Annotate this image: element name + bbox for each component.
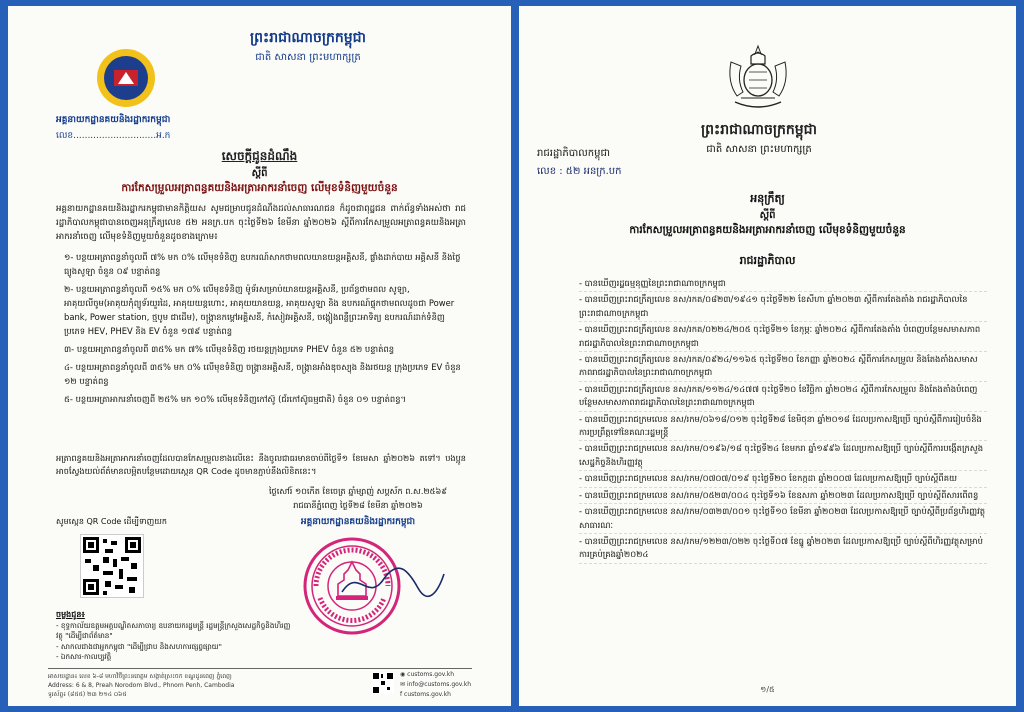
document-type: អនុក្រឹត្យ (750, 192, 785, 205)
legal-basis-item: - បានឃើញព្រះរាជក្រមលេខ នស/រកម/០១៩៦/១៨ ចុះថ្ងៃទី២៤ ខែមករា ឆ្នាំ១៩៩៦ ដែលប្រកាសឱ្យប្រើ ច្បាប់ស្ដីពីការបង្កើតក្រសួងសេដ្ឋកិច្ចនិងហិរញ្ញវត្ថុ (579, 441, 987, 471)
footer-phone: ទូរស័ព្ទ៖ (៨៥៥) ២៣ ២១៤ ០៦៥ (48, 691, 127, 698)
facebook-icon: f (400, 691, 405, 698)
issuer-heading: រាជរដ្ឋាភិបាល (739, 254, 796, 267)
document-subject: ការកែសម្រួលអត្រាពន្ធគយនិងអត្រាអាករនាំចេញ លើមុខទំនិញមួយចំនួន (121, 182, 398, 194)
government-name: រាជរដ្ឋាភិបាលកម្ពុជា (537, 148, 610, 159)
recipient-item: - ឯកសារ-កាលប្បវត្តិ (56, 652, 112, 661)
document-type: សេចក្ដីជូនដំណឹង (221, 149, 298, 163)
kingdom-title: ព្រះរាជាណាចក្រកម្ពុជា (700, 122, 817, 138)
signature (338, 562, 448, 602)
motto: ជាតិ សាសនា ព្រះមហាក្សត្រ (255, 52, 361, 63)
page-number: ១/៥ (760, 685, 775, 694)
footer-qr[interactable] (372, 672, 394, 694)
qr-code[interactable] (80, 534, 144, 598)
footer-contacts (48, 672, 348, 699)
motto: ជាតិ សាសនា ព្រះមហាក្សត្រ (706, 144, 812, 155)
footer-web[interactable]: ◉ customs.gov.kh (400, 671, 455, 678)
reference-number: លេខ.............................អ.ក (56, 131, 171, 141)
legal-basis-item: - បានឃើញព្រះរាជក្រមលេខ នស/រកម/០៦១៨/០១២ ចុះថ្ងៃទី២៨ ខែមិថុនា ឆ្នាំ២០១៨ ដែលប្រកាសឱ្យប្រើ ច្បាប់ស្ដីពីការរៀបចំនិងការប្រព្រឹត្តទៅនៃគណៈរដ្ឋមន្ត្រី (579, 412, 987, 442)
qr-caption: សូមស្កេន QR Code ដើម្បីទាញយក (56, 517, 167, 526)
tariff-item: ៤- បន្ថយអត្រាពន្ធនាំចូលពី ៣៥% មក ០% លើមុខទំនិញ ចង្ក្រានអគ្គិសនី, ចង្ក្រានអាំងឌុចស្យុង និងរថយន្ត ក្រុងប្រភេទ EV ចំនួន ១២ បន្ទាត់ពន្ធ (64, 362, 461, 386)
legal-basis-item: - បានឃើញព្រះរាជក្រមលេខ នស/រកម/០៧០៧/០១៩ ចុះថ្ងៃទី២០ ខែកក្កដា ឆ្នាំ២០០៧ ដែលប្រកាសឱ្យប្រើ ច្បាប់ស្ដីពីគយ (579, 471, 987, 487)
legal-basis-item: - បានឃើញព្រះរាជក្រឹត្យលេខ នស/រកត/០៩២៤/១១៦៥ ចុះថ្ងៃទី២០ ខែកញ្ញា ឆ្នាំ២០២៤ ស្ដីពីការកែសម្រួល និងតែងតាំងសមាសភាពរាជរដ្ឋាភិបាលនៃព្រះរាជាណាចក្រកម្ពុជា (579, 352, 987, 382)
legal-basis-item: - បានឃើញព្រះរាជក្រមលេខ នស/រកម/១២២៣/០២២ ចុះថ្ងៃទី០៧ ខែធ្នូ ឆ្នាំ២០២៣ ដែលប្រកាសឱ្យប្រើ ច្បាប់ស្ដីពីហិរញ្ញវត្ថុសម្រាប់ការគ្រប់គ្រងឆ្នាំ២០២៤ (579, 534, 987, 564)
footer-online (400, 670, 500, 700)
concerning-label: ស្ដីពី (251, 168, 268, 179)
footer-social[interactable]: f customs.gov.kh (400, 691, 451, 698)
legal-basis-item: - បានឃើញព្រះរាជក្រឹត្យលេខ នស/រកត/១១២៤/១៤៧៧ ចុះថ្ងៃទី២០ ខែវិច្ឆិកា ឆ្នាំ២០២៤ ស្ដីពីការកែសម្រួល និងតែងតាំងបំពេញបន្ថែមសមាសភាពរាជរដ្ឋាភិបាលនៃព្រះរាជាណាចក្រកម្ពុជា (579, 382, 987, 412)
tariff-item: ១- បន្ថយអត្រាពន្ធនាំចូលពី ៧% មក ០% លើមុខទំនិញ ឧបករណ៍សាកថាមពលយានយន្តអគ្គិសនី, ផ្លាំងដាក់បាយ អគ្គិសនី និងថ្លៃធ្យូងសូឡា ចំនួន ០៩ បន្ទាត់ពន្ធ (64, 252, 461, 276)
mail-icon: ✉ (400, 681, 407, 688)
signatory-title: អគ្គនាយកដ្ឋានគយនិងរដ្ឋាករកម្ពុជា (300, 517, 416, 527)
document-subject: ការកែសម្រួលអត្រាពន្ធគយនិងអត្រាអាករនាំចេញ លើមុខទំនិញមួយចំនួន (629, 224, 906, 236)
solar-date: រាជធានីភ្នំពេញ ថ្ងៃទី២៨ ខែមីនា ឆ្នាំ២០២៦ (293, 500, 423, 510)
footer-address-en: Address: 6 & 8, Preah Norodom Blvd., Phnom Penh, Cambodia (48, 682, 235, 689)
legal-basis-list (579, 276, 987, 564)
kingdom-title: ព្រះរាជាណាចក្រកម្ពុជា (249, 30, 366, 46)
globe-icon: ◉ (400, 671, 408, 678)
legal-basis-item: - បានឃើញរដ្ឋធម្មនុញ្ញនៃព្រះរាជាណាចក្រកម្ពុជា (579, 276, 987, 292)
footer-address-kh: អាសយដ្ឋាន៖ លេខ ៦-៨ មហាវិថីព្រះនរោត្តម សង្កាត់ស្រះចក ខណ្ឌដូនពេញ ភ្នំពេញ (48, 673, 232, 680)
legal-basis-item: - បានឃើញព្រះរាជក្រមលេខ នស/រកម/០៣២៣/០០១ ចុះថ្ងៃទី១០ ខែមីនា ឆ្នាំ២០២៣ ដែលប្រកាសឱ្យប្រើ ច្បាប់ស្ដីពីប្រព័ន្ធហិរញ្ញវត្ថុសាធារណៈ (579, 504, 987, 534)
legal-basis-item: - បានឃើញព្រះរាជក្រឹត្យលេខ នស/រកត/០២២៤/២០៥ ចុះថ្ងៃទី២១ ខែកុម្ភៈ ឆ្នាំ២០២៤ ស្ដីពីការតែងតាំង បំពេញបន្ថែមសមាសភាពរាជរដ្ឋាភិបាលនៃព្រះរាជាណាចក្រកម្ពុជា (579, 322, 987, 352)
recipient-item: - ខុទ្ទកាល័យឧត្តមអគ្គបណ្ឌិតសភាចារ្យ ឧបនាយករដ្ឋមន្ត្រី រដ្ឋមន្ត្រីក្រសួងសេដ្ឋកិច្ចនិងហិរញ្ញវត្ថុ "ដើម្បីជាព័ត៌មាន" (56, 620, 291, 640)
recipient-item: - សាកលជាងជាអ្នកកម្ពុជា "ដើម្បីជ្រាប និងសហការផ្សព្វផ្សាយ" (56, 641, 222, 651)
tariff-item: ៣- បន្ថយអត្រាពន្ធនាំចូលពី ៣៥% មក ៧% លើមុខទំនិញ រថយន្តក្រុងប្រភេទ PHEV ចំនួន ៥២ បន្ទាត់ពន្ធ (64, 344, 395, 354)
agency-name: អគ្គនាយកដ្ឋានគយនិងរដ្ឋាករកម្ពុជា (56, 115, 171, 125)
left-document-page (8, 6, 511, 706)
tariff-items-list (64, 250, 464, 406)
lunar-date: ថ្ងៃសៅរ៍ ១០កើត ខែចេត្រ ឆ្នាំម្សាញ់ សប្តស័ក ព.ស.២៥៦៩ (268, 486, 448, 496)
footer-divider (48, 668, 472, 669)
tariff-item: ៥- បន្ថយអត្រាអាករនាំចេញពី ២៥% មក ១០% លើមុខទំនិញកៅស៊ូ (ជ័រកៅស៊ូធម្មជាតិ) ចំនួន ០១ បន្ទាត់ពន្ធ។ (64, 394, 407, 404)
right-document-page (519, 6, 1016, 706)
legal-basis-item: - បានឃើញព្រះរាជក្រមលេខ នស/រកម/០៥២៣/០០៤ ចុះថ្ងៃទី១៦ ខែឧសភា ឆ្នាំ២០២៣ ដែលប្រកាសឱ្យប្រើ ច្បាប់ស្ដីពីសារពើពន្ធ (579, 488, 987, 504)
tariff-item: ២- បន្ថយអត្រាពន្ធនាំចូលពី ១៥% មក ០% លើមុខទំនិញ ម៉ូទ័រសម្រាប់យានយន្តអគ្គិសនី, ប្រព័ន្ធថាមពល សូឡា, អាគុយលីចូម(អាគុយកុំព្យូទ័រយួរដៃ, អាគុយយន្តហោះ, អាគុយយានយន្ត, អាគុយសូឡា និង ឧបករណ៍ផ្ទុកថាមពលដូចជា Power bank, Power station, ថ្មបូម ជាដើម), ចង្ក្រានកម្ដៅអគ្គិសនី, កំសៀវអគ្គិសនី, ចង្កៀងពន្លឺព្រះអាទិត្យ ឧបករណ៍ដាក់ទំនិញប្រភេទ HEV, PHEV និង EV ចំនួន ១៧៩ បន្ទាត់ពន្ធ (64, 284, 455, 336)
customs-logo (96, 48, 156, 108)
footer-email[interactable]: ✉ info@customs.gov.kh (400, 681, 472, 688)
closing-paragraph: អត្រាពន្ធគយនិងអត្រាអាករនាំចេញដែលបានកែសម្រួលខាងលើនេះ នឹងចូលជាធរមានចាប់ពីថ្ងៃទី១ ខែមេសា ឆ្នាំ២០២៦ តទៅ។ បងប្អូនអាចស្វែងយល់ព័ត៌មានលម្អិតបន្ថែមដោយស្កេន QR Code ដូចមានភ្ជាប់នឹងលិខិតនេះ។ (56, 453, 466, 476)
recipients-title: ចម្លងជូន៖ (56, 610, 85, 619)
concerning-label: ស្ដីពី (759, 210, 776, 221)
intro-paragraph: អគ្គនាយកដ្ឋានគយនិងរដ្ឋាករកម្ពុជាមានកិត្តិយស សូមជម្រាបជូនដំណឹងដល់សាធារណជន ក៏ដូចជាពុដ្ឋជន ពាក់ព័ន្ធទាំងអស់ថា រាជរដ្ឋាភិបាលកម្ពុជាបានចេញអនុក្រឹត្យលេខ ៥២ អនក្រ.បក ចុះថ្ងៃទី២៦ ខែមីនា ឆ្នាំ២០២៦ ស្ដីពីការកែសម្រួលអត្រាពន្ធគយនិងអត្រាអាករនាំចេញ លើមុខទំនិញមួយចំនួនដូចខាងក្រោម៖ (56, 204, 466, 242)
royal-coat-of-arms (725, 42, 791, 112)
recipients-block (56, 610, 296, 663)
reference-number: លេខ : ៥២ អនក្រ.បក (537, 166, 622, 177)
legal-basis-item: - បានឃើញព្រះរាជក្រឹត្យលេខ នស/រកត/០៨២៣/១៩៤១ ចុះថ្ងៃទី២២ ខែសីហា ឆ្នាំ២០២៣ ស្ដីពីការតែងតាំង រាជរដ្ឋាភិបាលនៃព្រះរាជាណាចក្រកម្ពុជា (579, 292, 987, 322)
